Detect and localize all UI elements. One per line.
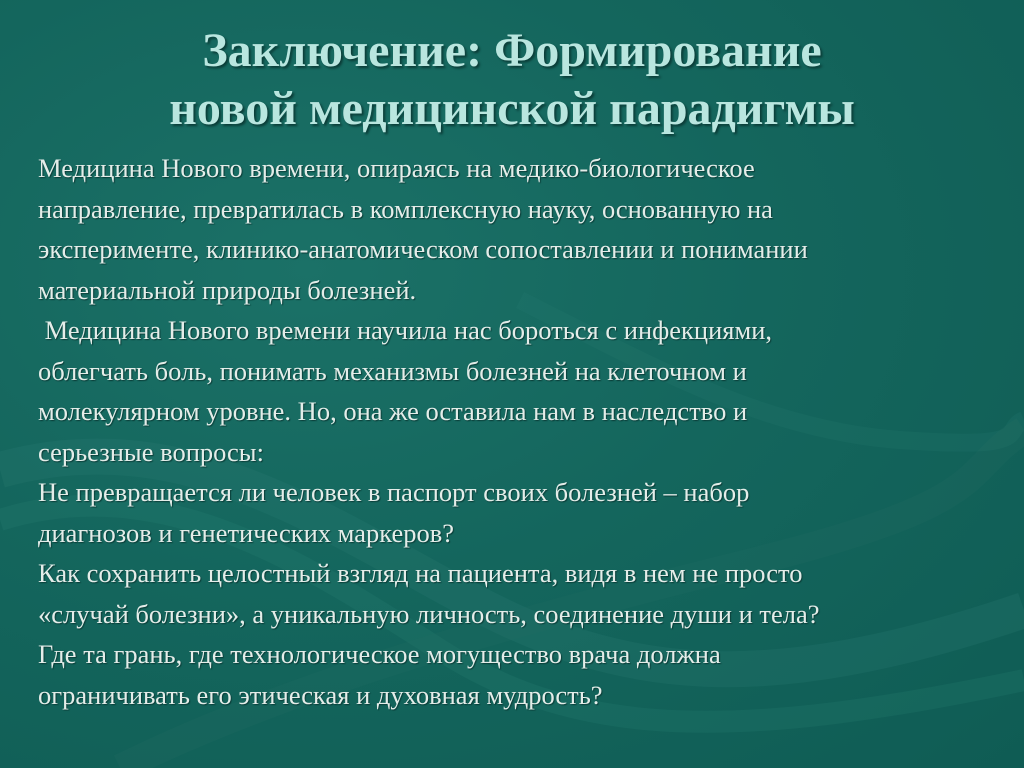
- slide-title: [0, 22, 1024, 138]
- body-line: серьезные вопросы:: [38, 436, 264, 467]
- body-line: Медицина Нового времени научила нас бороться с инфекциями,: [38, 315, 773, 345]
- title-line: новой медицинской парадигмы: [169, 82, 855, 135]
- body-line: направление, превратилась в комплексную науку, основанную на: [38, 193, 773, 224]
- body-line: Где та грань, где технологическое могущество врача должна: [38, 639, 721, 669]
- body-line: эксперименте, клинико-анатомическом сопоставлении и понимании: [38, 234, 808, 264]
- body-line: материальной природы болезней.: [38, 274, 417, 305]
- title-line: Заключение: Формирование: [202, 24, 822, 77]
- body-line: Медицина Нового времени, опираясь на медико-биологическое: [38, 153, 755, 183]
- body-line: «случай болезни», а уникальную личность, соединение души и тела?: [38, 598, 820, 629]
- body-line: ограничивать его этическая и духовная мудрость?: [38, 679, 603, 710]
- body-line: Не превращается ли человек в паспорт своих болезней – набор: [38, 477, 750, 507]
- body-line: диагнозов и генетических маркеров?: [38, 517, 455, 548]
- body-line: молекулярном уровне. Но, она же оставила нам в наследство и: [38, 396, 748, 426]
- body-line: облегчать боль, понимать механизмы болезней на клеточном и: [38, 355, 747, 386]
- body-line: Как сохранить целостный взгляд на пациента, видя в нем не просто: [38, 558, 803, 588]
- slide-body-text: [38, 148, 1018, 715]
